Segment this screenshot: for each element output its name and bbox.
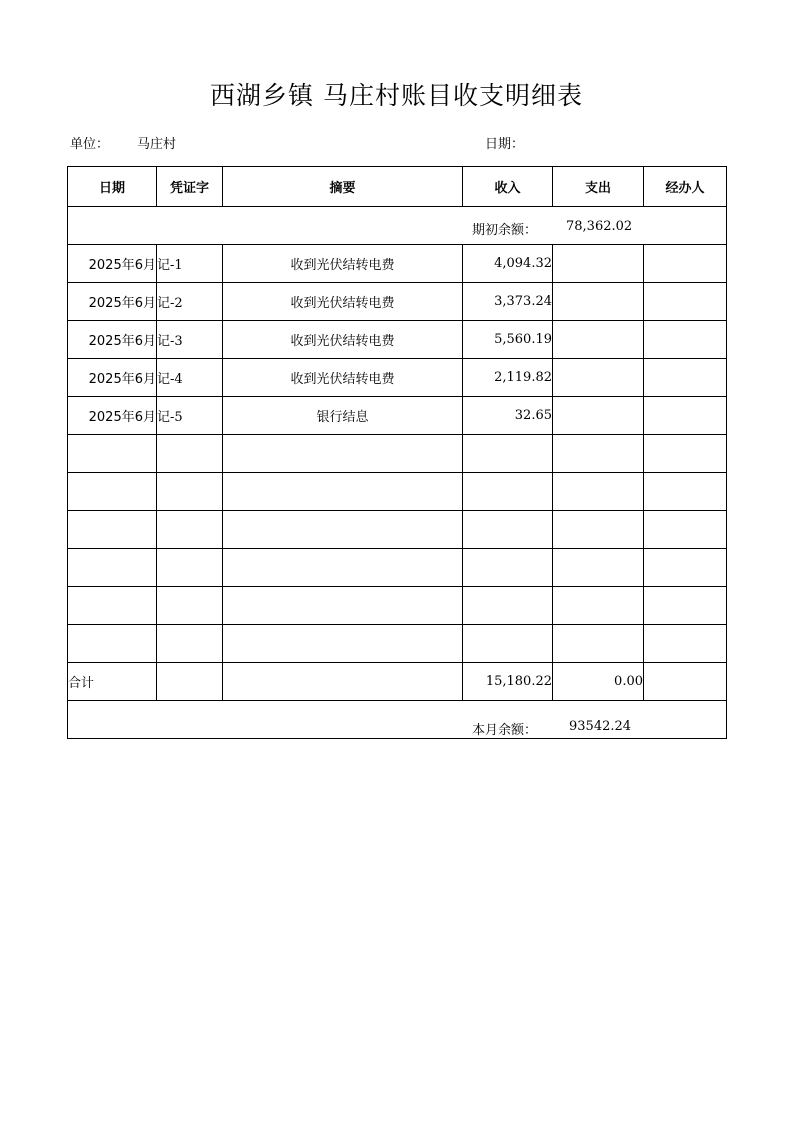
total-voucher-empty	[157, 663, 223, 701]
opening-balance-row	[68, 207, 727, 245]
ledger-table	[67, 166, 727, 739]
header-date: 日期	[68, 167, 157, 207]
header-voucher: 凭证字	[157, 167, 223, 207]
row-income: 5,560.19	[463, 321, 553, 359]
opening-balance-value: 78,362.02	[566, 219, 633, 234]
row-summary: 收到光伏结转电费	[223, 321, 463, 359]
row-date: 2025年6月	[68, 245, 157, 283]
row-summary: 收到光伏结转电费	[223, 283, 463, 321]
total-income: 15,180.22	[463, 663, 553, 701]
row-expense	[553, 359, 644, 397]
row-handler	[644, 435, 727, 473]
row-date: 2025年6月	[68, 321, 157, 359]
table-row	[68, 397, 727, 435]
opening-balance-cell	[68, 207, 727, 245]
row-voucher	[157, 549, 223, 587]
row-expense	[553, 549, 644, 587]
row-voucher: 记-4	[157, 359, 223, 397]
row-income: 2,119.82	[463, 359, 553, 397]
table-row	[68, 283, 727, 321]
row-expense	[553, 625, 644, 663]
table-row	[68, 321, 727, 359]
row-expense	[553, 473, 644, 511]
unit-label: 单位：	[70, 137, 110, 152]
total-label: 合计	[68, 663, 157, 701]
row-income	[463, 473, 553, 511]
table-row	[68, 435, 727, 473]
row-income	[463, 625, 553, 663]
table-row	[68, 511, 727, 549]
row-date: 2025年6月	[68, 359, 157, 397]
row-voucher	[157, 473, 223, 511]
row-summary	[223, 549, 463, 587]
row-summary	[223, 511, 463, 549]
opening-balance-label: 期初余额：	[472, 223, 538, 238]
row-date	[68, 587, 157, 625]
header-income: 收入	[463, 167, 553, 207]
row-expense	[553, 321, 644, 359]
row-date: 2025年6月	[68, 397, 157, 435]
row-date: 2025年6月	[68, 283, 157, 321]
row-summary: 收到光伏结转电费	[223, 359, 463, 397]
row-expense	[553, 245, 644, 283]
table-row	[68, 549, 727, 587]
table-row	[68, 245, 727, 283]
row-handler	[644, 587, 727, 625]
row-handler	[644, 397, 727, 435]
row-income	[463, 587, 553, 625]
total-expense: 0.00	[553, 663, 644, 701]
closing-balance-cell	[68, 701, 727, 739]
row-date	[68, 511, 157, 549]
closing-balance-row	[68, 701, 727, 739]
row-voucher: 记-3	[157, 321, 223, 359]
row-voucher: 记-5	[157, 397, 223, 435]
row-handler	[644, 321, 727, 359]
unit-value: 马庄村	[137, 137, 177, 152]
row-summary	[223, 587, 463, 625]
row-expense	[553, 397, 644, 435]
table-row	[68, 473, 727, 511]
row-expense	[553, 283, 644, 321]
row-voucher	[157, 511, 223, 549]
row-income	[463, 511, 553, 549]
total-summary-empty	[223, 663, 463, 701]
row-summary	[223, 625, 463, 663]
row-voucher	[157, 587, 223, 625]
total-handler-empty	[644, 663, 727, 701]
row-income: 3,373.24	[463, 283, 553, 321]
closing-balance-label: 本月余额：	[472, 723, 538, 738]
header-handler: 经办人	[644, 167, 727, 207]
row-voucher	[157, 435, 223, 473]
row-summary: 收到光伏结转电费	[223, 245, 463, 283]
row-summary	[223, 473, 463, 511]
row-income	[463, 549, 553, 587]
row-handler	[644, 511, 727, 549]
row-date	[68, 435, 157, 473]
table-row	[68, 587, 727, 625]
row-income: 32.65	[463, 397, 553, 435]
table-row	[68, 625, 727, 663]
header-summary: 摘要	[223, 167, 463, 207]
row-voucher: 记-2	[157, 283, 223, 321]
row-expense	[553, 587, 644, 625]
page-title: 西湖乡镇 马庄村账目收支明细表	[210, 81, 583, 110]
row-income	[463, 435, 553, 473]
row-expense	[553, 511, 644, 549]
closing-balance-value: 93542.24	[569, 719, 632, 734]
header-expense: 支出	[553, 167, 644, 207]
table-row	[68, 359, 727, 397]
row-handler	[644, 359, 727, 397]
row-voucher: 记-1	[157, 245, 223, 283]
row-handler	[644, 283, 727, 321]
header-row	[68, 167, 727, 207]
row-date	[68, 549, 157, 587]
row-handler	[644, 473, 727, 511]
row-handler	[644, 625, 727, 663]
row-voucher	[157, 625, 223, 663]
total-row	[68, 663, 727, 701]
row-summary	[223, 435, 463, 473]
row-summary: 银行结息	[223, 397, 463, 435]
date-label: 日期：	[485, 137, 525, 152]
row-expense	[553, 435, 644, 473]
row-handler	[644, 245, 727, 283]
row-date	[68, 625, 157, 663]
row-income: 4,094.32	[463, 245, 553, 283]
row-date	[68, 473, 157, 511]
row-handler	[644, 549, 727, 587]
